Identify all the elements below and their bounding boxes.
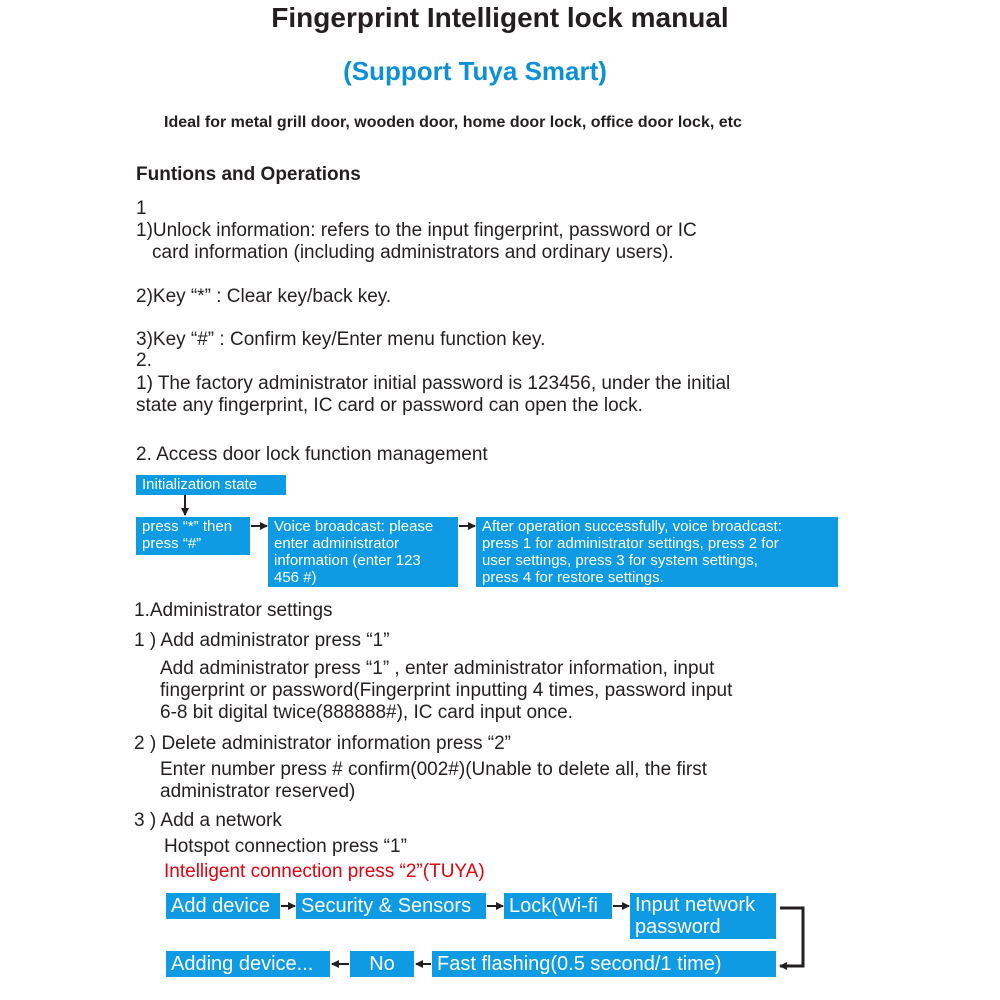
intelligent-connection-text: Intelligent connection press “2”(TUYA) — [164, 861, 485, 882]
add-admin-line2: fingerprint or password(Fingerprint inputting 4 times, password input — [160, 680, 733, 701]
add-admin-line3: 6-8 bit digital twice(888888#), IC card input once. — [160, 702, 573, 723]
key-star-text: 2)Key “*” : Clear key/back key. — [136, 286, 392, 307]
security-sensors-label: Security & Sensors — [301, 895, 472, 917]
unlock-info-line1: 1)Unlock information: refers to the input fingerprint, password or IC — [136, 220, 697, 241]
after-line3: user settings, press 3 for system settings, — [482, 552, 758, 569]
ideal-for-text: Ideal for metal grill door, wooden door, home door lock, office door lock, etc — [164, 114, 742, 131]
page-title: Fingerprint Intelligent lock manual — [271, 2, 729, 33]
press-line1: press “*” then — [142, 518, 233, 535]
after-line4: press 4 for restore settings. — [482, 569, 664, 586]
admin-heading: 1.Administrator settings — [134, 600, 333, 621]
no-label: No — [369, 953, 395, 975]
section-2-number: 2. — [136, 350, 152, 371]
fast-flashing-label: Fast flashing(0.5 second/1 time) — [437, 953, 722, 975]
section-1-number: 1 — [136, 198, 147, 219]
input-to-flashing-connector — [780, 908, 803, 966]
page-subtitle: (Support Tuya Smart) — [343, 56, 607, 86]
after-line1: After operation successfully, voice broadcast: — [482, 518, 782, 535]
delete-admin-line1: Enter number press # confirm(002#)(Unable to delete all, the first — [160, 759, 708, 780]
voice-line2: enter administrator — [274, 535, 400, 552]
input-password-line1: Input network — [635, 894, 756, 916]
delete-admin-title: 2 ) Delete administrator information press “2” — [134, 733, 511, 754]
add-network-title: 3 ) Add a network — [134, 810, 282, 831]
factory-password-line1: 1) The factory administrator initial password is 123456, under the initial — [136, 373, 731, 394]
key-hash-text: 3)Key “#” : Confirm key/Enter menu function key. — [136, 329, 546, 350]
functions-heading: Funtions and Operations — [136, 164, 361, 185]
unlock-info-line2: card information (including administrators and ordinary users). — [152, 242, 674, 263]
initialization-state-label: Initialization state — [142, 476, 258, 493]
delete-admin-line2: administrator reserved) — [160, 781, 356, 802]
voice-line4: 456 #) — [274, 569, 317, 586]
add-admin-title: 1 ) Add administrator press “1” — [134, 630, 390, 651]
lock-wifi-label: Lock(Wi-fi — [509, 895, 598, 917]
hotspot-connection-text: Hotspot connection press “1” — [164, 836, 407, 857]
adding-device-label: Adding device... — [171, 953, 314, 975]
voice-line1: Voice broadcast: please — [274, 518, 434, 535]
input-password-line2: password — [635, 916, 721, 938]
access-heading: 2. Access door lock function management — [136, 444, 488, 465]
add-device-label: Add device — [171, 895, 270, 917]
after-line2: press 1 for administrator settings, press 2 for — [482, 535, 779, 552]
add-admin-line1: Add administrator press “1” , enter administrator information, input — [160, 658, 715, 679]
voice-line3: information (enter 123 — [274, 552, 421, 569]
press-line2: press “#” — [142, 535, 202, 552]
factory-password-line2: state any fingerprint, IC card or password can open the lock. — [136, 395, 643, 416]
